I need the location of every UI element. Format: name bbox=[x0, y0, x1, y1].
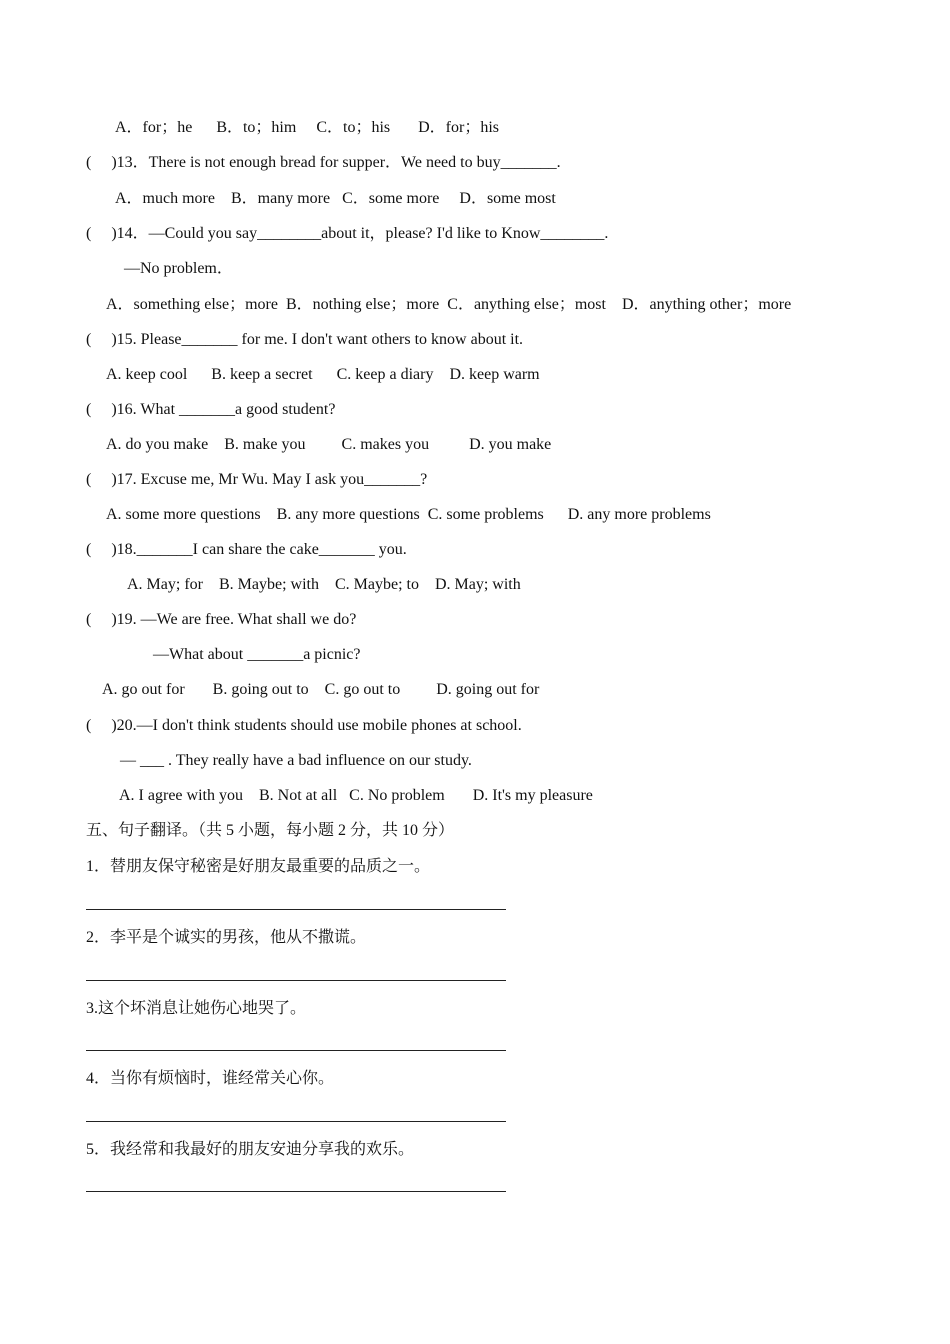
answer-line-5[interactable] bbox=[86, 1191, 506, 1192]
q20-stem: ( )20.—I don't think students should use mobile phones at school. bbox=[86, 717, 522, 734]
answer-line-2[interactable] bbox=[86, 980, 506, 981]
q17-options: A. some more questions B. any more questions C. some problems D. any more problems bbox=[106, 506, 711, 523]
q19-options: A. go out for B. going out to C. go out to D. going out for bbox=[102, 681, 540, 698]
translation-item-3: 3.这个坏消息让她伤心地哭了。 bbox=[86, 1000, 307, 1017]
q17-stem: ( )17. Excuse me, Mr Wu. May I ask you_______? bbox=[86, 471, 428, 488]
q15-stem: ( )15. Please_______ for me. I don't want others to know about it. bbox=[86, 331, 524, 348]
q19-stem: ( )19. —We are free. What shall we do? bbox=[86, 611, 357, 628]
q19-reply: —What about _______a picnic? bbox=[153, 646, 361, 663]
q20-reply: — ___ . They really have a bad influence on our study. bbox=[120, 752, 472, 769]
q20-options: A. I agree with you B. Not at all C. No problem D. It's my pleasure bbox=[119, 787, 593, 804]
section-heading-translation: 五、句子翻译。（共 5 小题，每小题 2 分，共 10 分） bbox=[86, 822, 455, 839]
translation-item-4: 4．当你有烦恼时，谁经常关心你。 bbox=[86, 1070, 335, 1087]
q12-options: A．for；he B．to；him C．to；his D．for；his bbox=[115, 119, 499, 136]
q18-stem: ( )18._______I can share the cake_______ you. bbox=[86, 541, 407, 558]
q14-stem: ( )14．—Could you say________about it，please? I'd like to Know________. bbox=[86, 225, 609, 242]
answer-line-1[interactable] bbox=[86, 909, 506, 910]
q14-options: A．something else；more B．nothing else；more C．anything else；most D．anything other；more bbox=[106, 296, 792, 313]
q15-options: A. keep cool B. keep a secret C. keep a diary D. keep warm bbox=[106, 366, 540, 383]
translation-item-2: 2．李平是个诚实的男孩，他从不撒谎。 bbox=[86, 929, 367, 946]
q16-options: A. do you make B. make you C. makes you D. you make bbox=[106, 436, 552, 453]
q13-options: A．much more B．many more C．some more D．some most bbox=[115, 190, 556, 207]
q14-reply: —No problem． bbox=[124, 260, 233, 277]
translation-item-1: 1．替朋友保守秘密是好朋友最重要的品质之一。 bbox=[86, 858, 431, 875]
q18-options: A. May; for B. Maybe; with C. Maybe; to D. May; with bbox=[127, 576, 521, 593]
q13-stem: ( )13．There is not enough bread for supper．We need to buy_______. bbox=[86, 154, 561, 171]
translation-item-5: 5．我经常和我最好的朋友安迪分享我的欢乐。 bbox=[86, 1141, 415, 1158]
q16-stem: ( )16. What _______a good student? bbox=[86, 401, 336, 418]
answer-line-4[interactable] bbox=[86, 1121, 506, 1122]
answer-line-3[interactable] bbox=[86, 1050, 506, 1051]
